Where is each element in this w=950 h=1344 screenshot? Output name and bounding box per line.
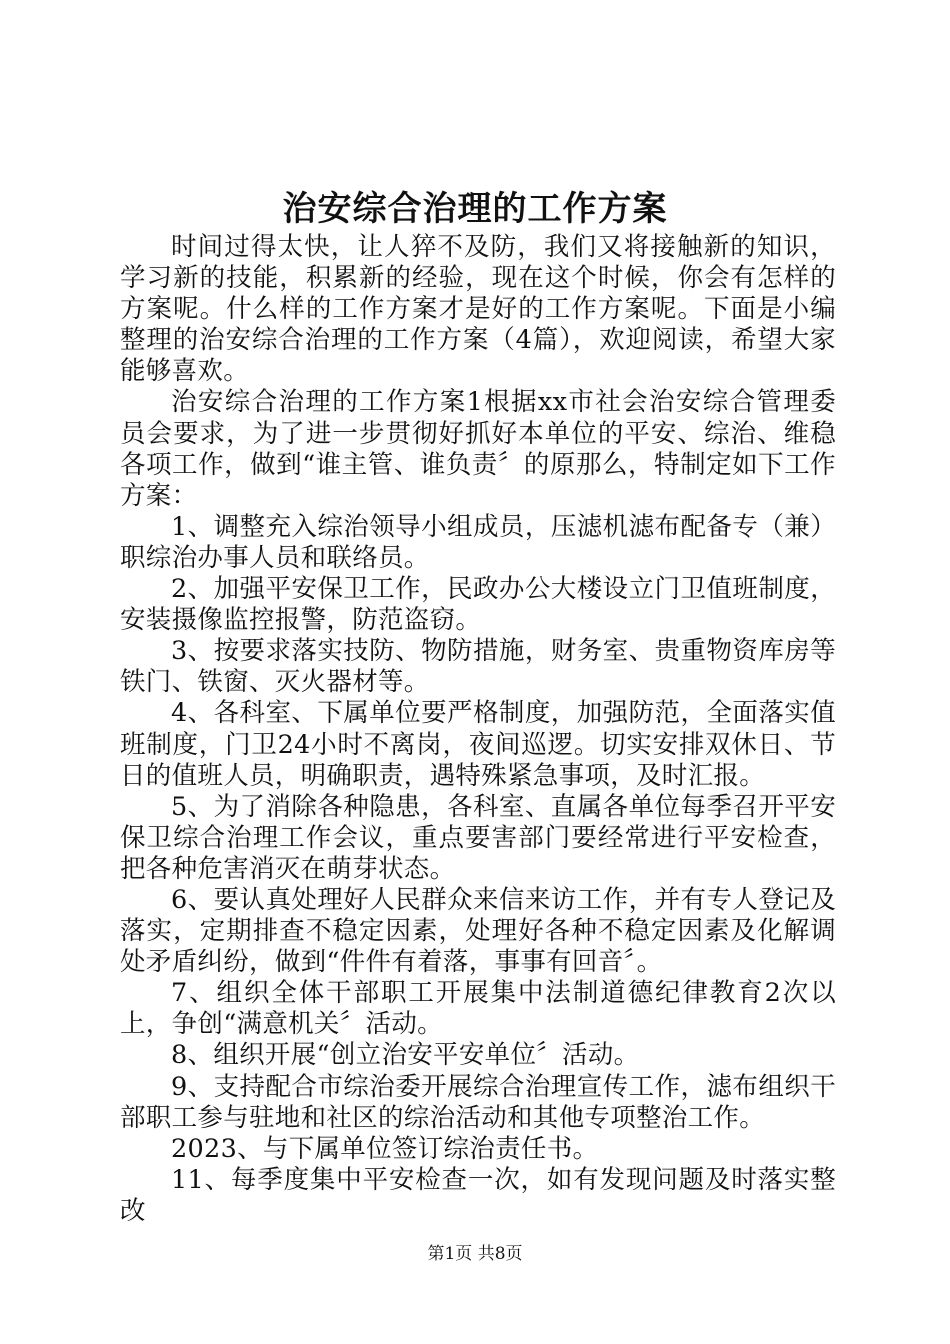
paragraph-intro: 时间过得太快，让人猝不及防，我们又将接触新的知识，学习新的技能，积累新的经验，现在这个时候，你会有怎样的方案呢。什么样的工作方案才是好的工作方案呢。下面是小编整理的治安综合治理的工作方案（4篇），欢迎阅读，希望大家能够喜欢。 bbox=[120, 232, 836, 387]
paragraph-item-5: 5、为了消除各种隐患，各科室、直属各单位每季召开平安保卫综合治理工作会议，重点要害部门要经常进行平安检查，把各种危害消灭在萌芽状态。 bbox=[120, 791, 836, 884]
paragraph-item-11: 11、每季度集中平安检查一次，如有发现问题及时落实整改 bbox=[120, 1164, 836, 1226]
page-footer: 第1页 共8页 bbox=[427, 1244, 523, 1264]
paragraph-item-1: 1、调整充入综治领导小组成员，压滤机滤布配备专（兼）职综治办事人员和联络员。 bbox=[120, 511, 836, 573]
paragraph-item-10: 2023、与下属单位签订综治责任书。 bbox=[171, 1133, 599, 1164]
paragraph-item-4: 4、各科室、下属单位要严格制度，加强防范，全面落实值班制度，门卫24小时不离岗，夜间巡逻。切实安排双休日、节日的值班人员，明确职责，遇特殊紧急事项，及时汇报。 bbox=[120, 698, 836, 791]
paragraph-item-3: 3、按要求落实技防、物防措施，财务室、贵重物资库房等铁门、铁窗、灭火器材等。 bbox=[120, 636, 836, 698]
document-title: 治安综合治理的工作方案 bbox=[282, 189, 668, 229]
paragraph-item-8: 8、组织开展“创立治安平安单位〞活动。 bbox=[171, 1040, 640, 1071]
document-body bbox=[120, 232, 836, 1227]
paragraph-item-9: 9、支持配合市综治委开展综合治理宣传工作，滤布组织干部职工参与驻地和社区的综治活动和其他专项整治工作。 bbox=[120, 1071, 836, 1133]
paragraph-item-2: 2、加强平安保卫工作，民政办公大楼设立门卫值班制度，安装摄像监控报警，防范盗窃。 bbox=[120, 574, 836, 636]
paragraph-plan-intro: 治安综合治理的工作方案1根据xx市社会治安综合管理委员会要求，为了进一步贯彻好抓好本单位的平安、综治、维稳各项工作，做到“谁主管、谁负责〞的原那么，特制定如下工作方案： bbox=[120, 387, 836, 511]
paragraph-item-7: 7、组织全体干部职工开展集中法制道德纪律教育2次以上，争创“满意机关〞活动。 bbox=[120, 978, 836, 1040]
paragraph-item-6: 6、要认真处理好人民群众来信来访工作，并有专人登记及落实，定期排查不稳定因素，处理好各种不稳定因素及化解调处矛盾纠纷，做到“件件有着落，事事有回音〞。 bbox=[120, 884, 836, 978]
